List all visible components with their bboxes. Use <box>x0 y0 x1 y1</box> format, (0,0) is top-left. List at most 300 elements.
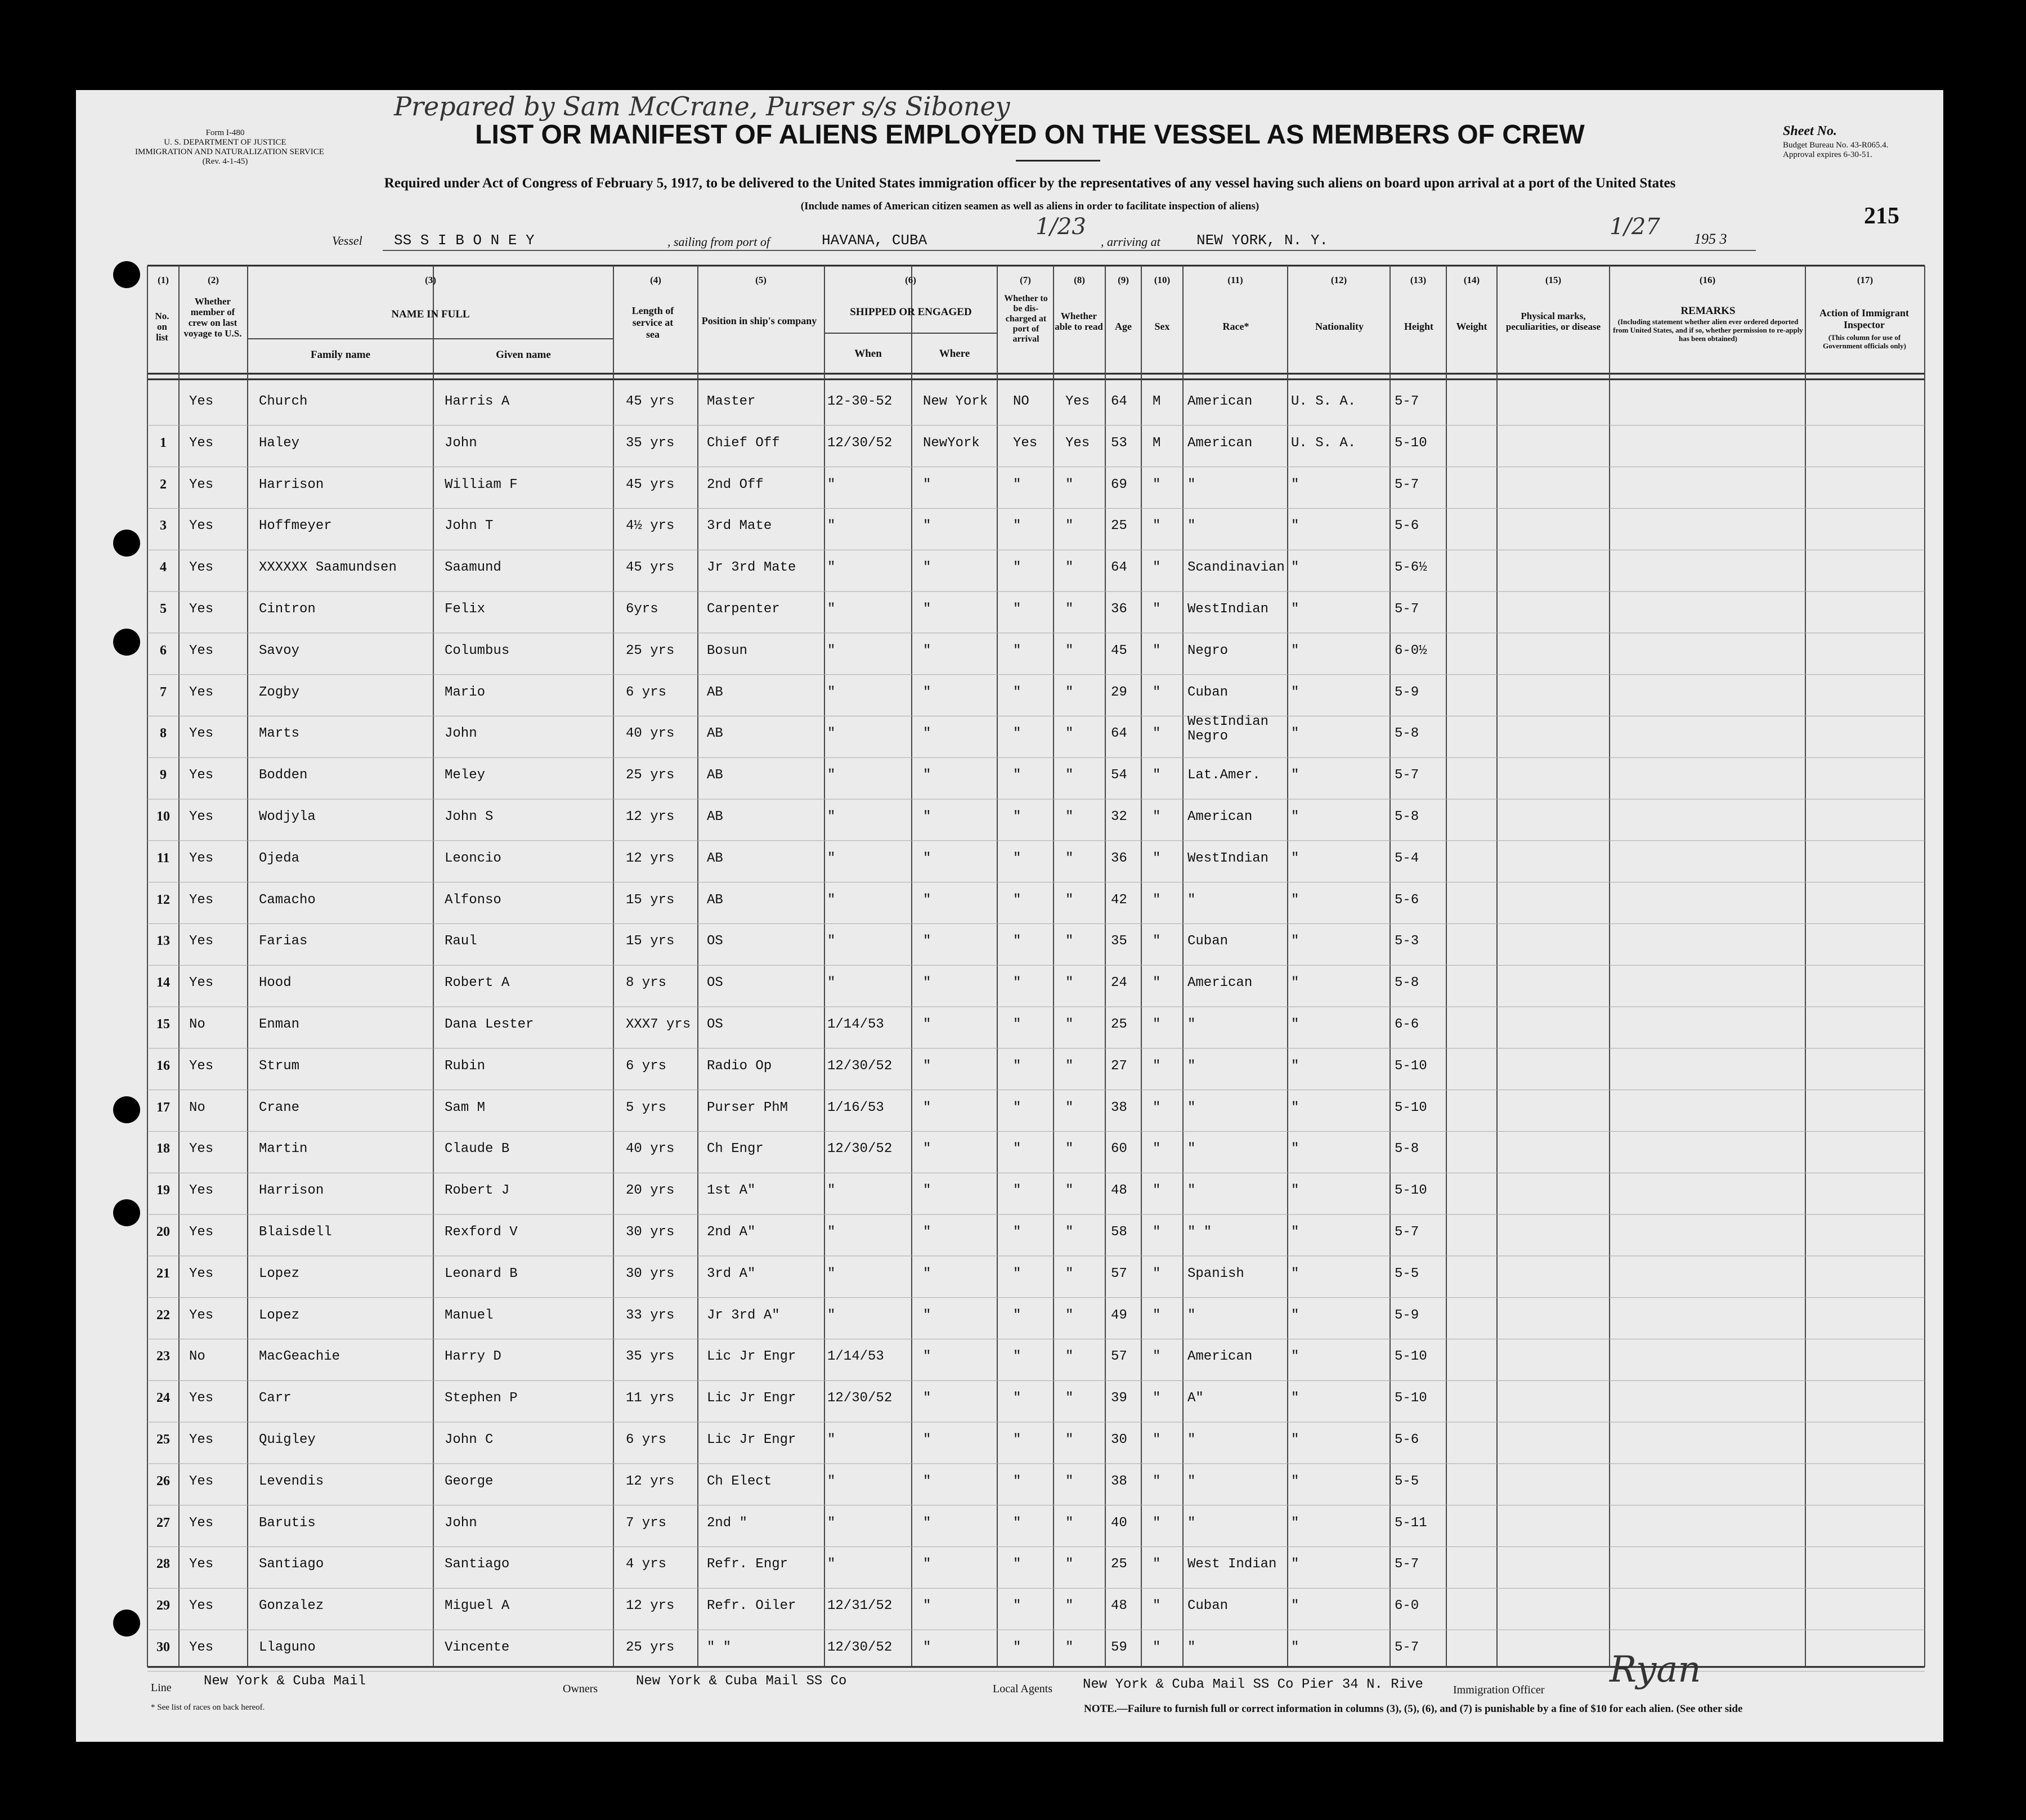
age: 25 <box>1111 1557 1127 1572</box>
sex: M <box>1153 394 1161 409</box>
column-number: (17) <box>1857 275 1873 285</box>
height: 5-7 <box>1395 602 1419 617</box>
nationality: U. S. A. <box>1291 435 1356 451</box>
given-name: Claude B <box>445 1141 510 1157</box>
shipped-when: " <box>827 477 836 492</box>
service-length: 12 yrs <box>626 1473 675 1489</box>
shipped-where: " <box>923 768 931 783</box>
height: 5-11 <box>1395 1515 1427 1531</box>
race: Negro <box>1187 643 1229 658</box>
age: 59 <box>1111 1640 1127 1655</box>
family-name: Quigley <box>259 1432 316 1447</box>
position: Carpenter <box>707 602 780 617</box>
shipped-when: 1/16/53 <box>827 1100 884 1115</box>
service-length: 4½ yrs <box>626 518 675 534</box>
shipped-where: " <box>923 975 931 991</box>
header-discharged: Whether to be dis- charged at port of arrival <box>1004 294 1048 344</box>
position: AB <box>707 768 723 783</box>
position: Master <box>707 394 756 409</box>
age: 58 <box>1111 1225 1127 1240</box>
member-flag: Yes <box>189 768 214 783</box>
shipped-when: " <box>827 850 836 866</box>
shipped-where: " <box>923 1141 931 1157</box>
age: 64 <box>1111 560 1127 576</box>
height: 5-3 <box>1395 934 1419 949</box>
family-name: Camacho <box>259 892 316 908</box>
service-length: 12 yrs <box>626 850 675 866</box>
given-name: Vincente <box>445 1640 510 1655</box>
position: OS <box>707 934 723 949</box>
age: 25 <box>1111 518 1127 534</box>
budget-number: Budget Bureau No. 43-R065.4. <box>1783 141 1889 150</box>
row-number: 16 <box>156 1058 170 1073</box>
header-where: Where <box>939 348 970 360</box>
race: " <box>1187 518 1196 534</box>
nationality: " <box>1291 768 1299 783</box>
discharged: " <box>1013 1183 1021 1199</box>
given-name: Columbus <box>445 643 510 658</box>
able-to-read: " <box>1065 975 1074 991</box>
position: AB <box>707 809 723 824</box>
able-to-read: " <box>1065 602 1074 617</box>
family-name: Barutis <box>259 1515 316 1531</box>
member-flag: Yes <box>189 477 214 492</box>
race: WestIndian <box>1187 850 1269 866</box>
shipped-where: " <box>923 1225 931 1240</box>
nationality: " <box>1291 1391 1299 1406</box>
height: 5-10 <box>1395 435 1427 451</box>
family-name: Hoffmeyer <box>259 518 332 534</box>
position: Purser PhM <box>707 1100 788 1115</box>
header-nationality: Nationality <box>1315 321 1364 332</box>
able-to-read: " <box>1065 934 1074 949</box>
family-name: Lopez <box>259 1266 300 1281</box>
header-remarks: REMARKS <box>1680 305 1736 317</box>
age: 64 <box>1111 726 1127 742</box>
given-name: John T <box>445 518 494 534</box>
service-length: 35 yrs <box>626 1349 675 1365</box>
nationality: " <box>1291 1515 1299 1531</box>
able-to-read: " <box>1065 768 1074 783</box>
race: " " <box>1187 1225 1212 1240</box>
service-length: 30 yrs <box>626 1266 675 1281</box>
height: 5-10 <box>1395 1391 1427 1406</box>
age: 40 <box>1111 1515 1127 1531</box>
family-name: Martin <box>259 1141 308 1157</box>
given-name: Saamund <box>445 560 501 576</box>
sex: " <box>1153 1017 1161 1032</box>
able-to-read: " <box>1065 1432 1074 1447</box>
age: 35 <box>1111 934 1127 949</box>
member-flag: Yes <box>189 1183 214 1199</box>
shipped-where: " <box>923 1391 931 1406</box>
shipped-when: " <box>827 1473 836 1489</box>
header-age: Age <box>1115 321 1132 332</box>
member-flag: Yes <box>189 1515 214 1531</box>
discharged: " <box>1013 1141 1021 1157</box>
given-name: Stephen P <box>445 1391 518 1406</box>
sex: " <box>1153 1183 1161 1199</box>
row-number: 15 <box>156 1017 170 1032</box>
able-to-read: " <box>1065 726 1074 742</box>
height: 5-7 <box>1395 1225 1419 1240</box>
arriving-label: , arriving at <box>1101 235 1160 249</box>
vessel-label: Vessel <box>332 234 362 248</box>
given-name: Felix <box>445 602 486 617</box>
shipped-when: 12/30/52 <box>827 1141 893 1157</box>
discharged: " <box>1013 1473 1021 1489</box>
given-name: Rubin <box>445 1058 486 1074</box>
discharged: " <box>1013 1225 1021 1240</box>
discharged: " <box>1013 975 1021 991</box>
shipped-where: " <box>923 1473 931 1489</box>
able-to-read: " <box>1065 1141 1074 1157</box>
able-to-read: " <box>1065 1473 1074 1489</box>
shipped-when: " <box>827 892 836 908</box>
nationality: " <box>1291 560 1299 576</box>
given-name: Leoncio <box>445 850 501 866</box>
family-name: Harrison <box>259 477 324 492</box>
discharged: " <box>1013 1307 1021 1323</box>
given-name: Rexford V <box>445 1225 518 1240</box>
officer-label: Immigration Officer <box>1453 1684 1545 1696</box>
able-to-read: " <box>1065 892 1074 908</box>
revision: (Rev. 4-1-45) <box>202 157 248 166</box>
able-to-read: " <box>1065 1515 1074 1531</box>
service-length: 15 yrs <box>626 934 675 949</box>
family-name: Enman <box>259 1017 300 1032</box>
member-flag: Yes <box>189 394 214 409</box>
owners-label: Owners <box>563 1683 598 1695</box>
able-to-read: " <box>1065 1183 1074 1199</box>
nationality: " <box>1291 602 1299 617</box>
shipped-when: 12/31/52 <box>827 1598 893 1614</box>
service-length: 7 yrs <box>626 1515 667 1531</box>
member-flag: Yes <box>189 1598 214 1614</box>
sex: " <box>1153 1141 1161 1157</box>
height: 5-9 <box>1395 1307 1419 1323</box>
family-name: Haley <box>259 435 300 451</box>
member-flag: Yes <box>189 1266 214 1281</box>
header-action: Action of Immigrant Inspector <box>1819 307 1909 330</box>
member-flag: Yes <box>189 1640 214 1655</box>
sex: " <box>1153 1640 1161 1655</box>
able-to-read: " <box>1065 477 1074 492</box>
row-number: 26 <box>156 1473 170 1489</box>
column-number: (8) <box>1074 275 1085 285</box>
member-flag: No <box>189 1349 205 1365</box>
age: 36 <box>1111 602 1127 617</box>
family-name: Blaisdell <box>259 1225 332 1240</box>
column-number: (1) <box>158 275 169 285</box>
service-length: 6 yrs <box>626 1058 667 1074</box>
nationality: " <box>1291 1557 1299 1572</box>
race: " <box>1187 1307 1196 1323</box>
service-length: 4 yrs <box>626 1557 667 1572</box>
row-number: 1 <box>160 435 167 450</box>
header-action-note: (This column for use of Government officials only) <box>1822 333 1907 350</box>
row-number: 9 <box>160 768 167 783</box>
family-name: Llaguno <box>259 1640 316 1655</box>
race: Cuban <box>1187 934 1229 949</box>
shipped-when: 1/14/53 <box>827 1017 884 1032</box>
race: " <box>1187 1141 1196 1157</box>
date-to: 1/27 <box>1610 214 1660 240</box>
position: 1st A" <box>707 1183 756 1199</box>
nationality: " <box>1291 809 1299 824</box>
shipped-where: " <box>923 1432 931 1447</box>
column-number: (6) <box>905 275 916 285</box>
discharged: " <box>1013 1266 1021 1281</box>
discharged: " <box>1013 477 1021 492</box>
member-flag: Yes <box>189 850 214 866</box>
shipped-when: " <box>827 1557 836 1572</box>
position: AB <box>707 892 723 908</box>
nationality: " <box>1291 684 1299 700</box>
position: 3rd Mate <box>707 518 772 534</box>
age: 60 <box>1111 1141 1127 1157</box>
height: 5-8 <box>1395 726 1419 742</box>
shipped-where: " <box>923 643 931 658</box>
position: Radio Op <box>707 1058 772 1074</box>
age: 54 <box>1111 768 1127 783</box>
approval-expiry: Approval expires 6-30-51. <box>1783 150 1872 159</box>
height: 6-0½ <box>1395 643 1427 658</box>
member-flag: Yes <box>189 1473 214 1489</box>
page-title: LIST OR MANIFEST OF ALIENS EMPLOYED ON THE VESSEL AS MEMBERS OF CREW <box>475 120 1585 150</box>
sex: " <box>1153 809 1161 824</box>
sex: " <box>1153 1598 1161 1614</box>
race: American <box>1187 394 1253 409</box>
shipped-where: " <box>923 1266 931 1281</box>
age: 53 <box>1111 435 1127 451</box>
member-flag: Yes <box>189 1391 214 1406</box>
nationality: U. S. A. <box>1291 394 1356 409</box>
nationality: " <box>1291 1058 1299 1074</box>
discharged: " <box>1013 768 1021 783</box>
age: 45 <box>1111 643 1127 658</box>
able-to-read: " <box>1065 643 1074 658</box>
age: 38 <box>1111 1473 1127 1489</box>
race: American <box>1187 809 1253 824</box>
age: 25 <box>1111 1017 1127 1032</box>
shipped-where: " <box>923 1058 931 1074</box>
family-name: Cintron <box>259 602 316 617</box>
service-length: XXX7 yrs <box>626 1017 691 1032</box>
sex: " <box>1153 1266 1161 1281</box>
member-flag: Yes <box>189 809 214 824</box>
member-flag: Yes <box>189 975 214 991</box>
row-number: 8 <box>160 726 167 741</box>
race: " <box>1187 1058 1196 1074</box>
discharged: " <box>1013 560 1021 576</box>
age: 32 <box>1111 809 1127 824</box>
race: " <box>1187 1473 1196 1489</box>
date-from: 1/23 <box>1036 214 1086 240</box>
family-name: Carr <box>259 1391 292 1406</box>
position: " " <box>707 1640 732 1655</box>
discharged: " <box>1013 1349 1021 1365</box>
service-length: 45 yrs <box>626 560 675 576</box>
sex: " <box>1153 602 1161 617</box>
line-label: Line <box>151 1682 172 1694</box>
height: 5-6 <box>1395 1432 1419 1447</box>
officer-signature: Ryan <box>1610 1649 1701 1691</box>
nationality: " <box>1291 726 1299 742</box>
age: 49 <box>1111 1307 1127 1323</box>
given-name: Leonard B <box>445 1266 518 1281</box>
member-flag: Yes <box>189 726 214 742</box>
able-to-read: " <box>1065 1557 1074 1572</box>
shipped-where: " <box>923 684 931 700</box>
nationality: " <box>1291 1307 1299 1323</box>
shipped-when: 12/30/52 <box>827 435 893 451</box>
service-length: 40 yrs <box>626 726 675 742</box>
race: Cuban <box>1187 1598 1229 1614</box>
shipped-where: " <box>923 1640 931 1655</box>
age: 42 <box>1111 892 1127 908</box>
service-length: 25 yrs <box>626 768 675 783</box>
member-flag: Yes <box>189 643 214 658</box>
discharged: " <box>1013 643 1021 658</box>
shipped-when: 12/30/52 <box>827 1058 893 1074</box>
race: American <box>1187 1349 1253 1365</box>
position: 2nd A" <box>707 1225 756 1240</box>
shipped-where: " <box>923 1100 931 1115</box>
row-number: 5 <box>160 602 167 616</box>
race: American <box>1187 975 1253 991</box>
position: Chief Off <box>707 435 780 451</box>
shipped-where: " <box>923 1349 931 1365</box>
row-number: 24 <box>156 1391 170 1406</box>
header-member: Whether member of crew on last voyage to U.S. <box>183 296 242 339</box>
given-name: Manuel <box>445 1307 494 1323</box>
races-note: * See list of races on back hereof. <box>151 1703 265 1712</box>
sex: " <box>1153 1391 1161 1406</box>
header-family: Family name <box>310 349 371 361</box>
service-length: 5 yrs <box>626 1100 667 1115</box>
able-to-read: " <box>1065 684 1074 700</box>
service-length: 20 yrs <box>626 1183 675 1199</box>
position: 2nd Off <box>707 477 764 492</box>
given-name: John <box>445 435 477 451</box>
height: 5-6½ <box>1395 560 1427 576</box>
height: 5-8 <box>1395 1141 1419 1157</box>
race: WestIndian Negro <box>1187 714 1269 745</box>
header-length: Length of service at sea <box>631 305 674 340</box>
shipped-where: " <box>923 1017 931 1032</box>
discharged: " <box>1013 726 1021 742</box>
service-length: 35 yrs <box>626 435 675 451</box>
given-name: Harris A <box>445 394 510 409</box>
height: 5-5 <box>1395 1266 1419 1281</box>
nationality: " <box>1291 1432 1299 1447</box>
family-name: Church <box>259 394 308 409</box>
member-flag: Yes <box>189 518 214 534</box>
header-height: Height <box>1404 321 1433 332</box>
column-number: (12) <box>1330 275 1347 285</box>
race: A" <box>1187 1391 1204 1406</box>
race: " <box>1187 1100 1196 1115</box>
column-number: (15) <box>1545 275 1562 285</box>
sex: " <box>1153 892 1161 908</box>
position: OS <box>707 1017 723 1032</box>
shipped-where: " <box>923 934 931 949</box>
able-to-read: " <box>1065 1598 1074 1614</box>
position: Lic Jr Engr <box>707 1391 796 1406</box>
shipped-when: " <box>827 809 836 824</box>
shipped-when: 12/30/52 <box>827 1391 893 1406</box>
row-number: 30 <box>156 1640 170 1655</box>
member-flag: Yes <box>189 560 214 576</box>
subtitle: Required under Act of Congress of February 5, 1917, to be delivered to the United States immigration officer by the representatives of any vessel having such aliens on board upon arrival at a port of the United States <box>384 176 1676 191</box>
given-name: John <box>445 1515 477 1531</box>
given-name: John <box>445 726 477 742</box>
shipped-where: " <box>923 1557 931 1572</box>
owners-value: New York & Cuba Mail SS Co <box>636 1674 847 1689</box>
family-name: Savoy <box>259 643 300 658</box>
able-to-read: " <box>1065 1391 1074 1406</box>
row-number: 25 <box>156 1432 170 1447</box>
header-weight: Weight <box>1456 321 1487 332</box>
able-to-read: " <box>1065 1225 1074 1240</box>
row-number: 18 <box>156 1141 170 1156</box>
nationality: " <box>1291 1598 1299 1614</box>
shipped-where: " <box>923 1598 931 1614</box>
able-to-read: " <box>1065 560 1074 576</box>
member-flag: Yes <box>189 1225 214 1240</box>
race: Cuban <box>1187 684 1229 700</box>
position: Bosun <box>707 643 748 658</box>
able-to-read: Yes <box>1065 435 1090 451</box>
position: Refr. Oiler <box>707 1598 796 1614</box>
service-length: 6 yrs <box>626 1432 667 1447</box>
discharged: " <box>1013 1100 1021 1115</box>
service-length: 6yrs <box>626 602 658 617</box>
row-number: 10 <box>156 809 170 824</box>
row-number: 23 <box>156 1349 170 1364</box>
header-name: NAME IN FULL <box>391 308 470 320</box>
member-flag: No <box>189 1017 205 1032</box>
service-length: 8 yrs <box>626 975 667 991</box>
sex: " <box>1153 1557 1161 1572</box>
column-number: (5) <box>755 275 767 285</box>
height: 5-8 <box>1395 809 1419 824</box>
height: 6-0 <box>1395 1598 1419 1614</box>
family-name: Marts <box>259 726 300 742</box>
position: Jr 3rd A" <box>707 1307 780 1323</box>
service-length: 11 yrs <box>626 1391 675 1406</box>
sex: " <box>1153 1307 1161 1323</box>
shipped-when: " <box>827 684 836 700</box>
row-number: 29 <box>156 1598 170 1613</box>
race: " <box>1187 1640 1196 1655</box>
service-length: 40 yrs <box>626 1141 675 1157</box>
shipped-when: " <box>827 1266 836 1281</box>
service-length: 15 yrs <box>626 892 675 908</box>
row-number: 13 <box>156 934 170 949</box>
given-name: Sam M <box>445 1100 486 1115</box>
service-length: 12 yrs <box>626 1598 675 1614</box>
age: 27 <box>1111 1058 1127 1074</box>
discharged: " <box>1013 809 1021 824</box>
race: " <box>1187 1183 1196 1199</box>
subtitle-note: (Include names of American citizen seamen as well as aliens in order to facilitate inspection of aliens) <box>800 200 1259 212</box>
age: 24 <box>1111 975 1127 991</box>
port-from: HAVANA, CUBA <box>822 232 927 249</box>
sex: " <box>1153 1515 1161 1531</box>
discharged: " <box>1013 1557 1021 1572</box>
